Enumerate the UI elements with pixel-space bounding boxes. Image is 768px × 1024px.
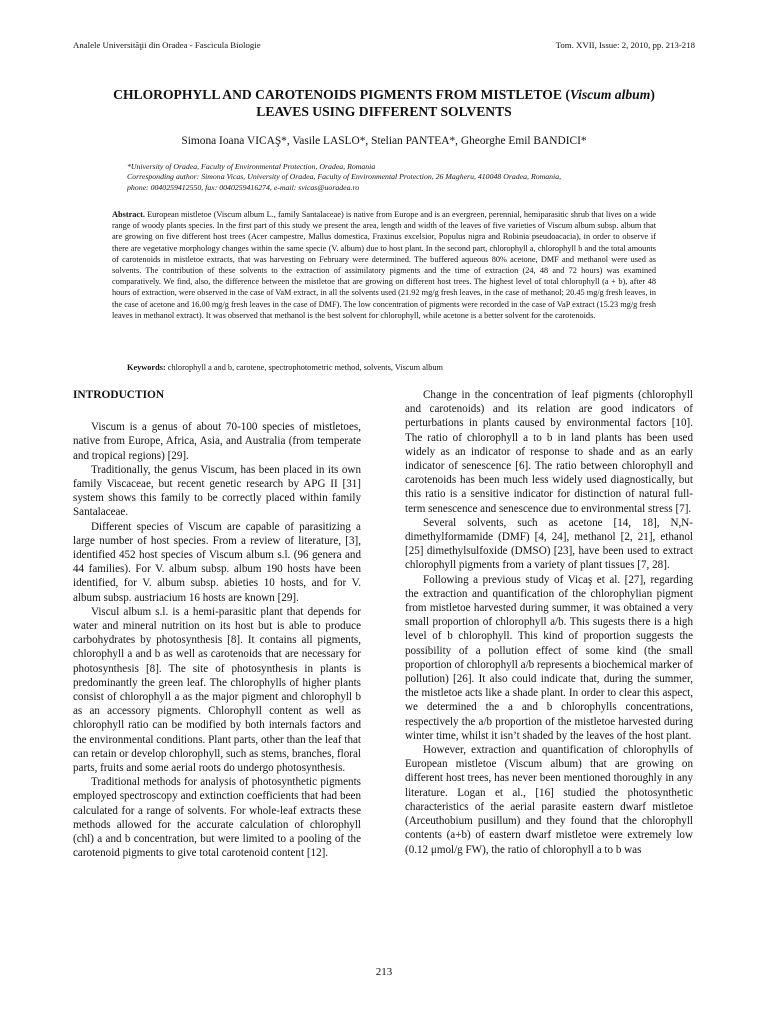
paragraph: Viscul album s.l. is a hemi-parasitic plant that depends for water and mineral nutrition on its host but is able to produce carbohydrates by photosynthesis [8]. It contains all pigments, chlorophyll a and b as well as carotenoids that are necessary for photosynthesis [8]. The site of photosynthesis in plants is predominantly the green leaf. The chlorophylls of higher plants consist of chlorophyll a as the major pigment and chlorophyll b as an accessory pigments. Chlorophyll content as well as chlorophyll ratio can be modified by both internals factors and the environmental conditions. Plant parts, other than the leaf that can retain or develop chlorophyll, such as stems, branches, floral parts, fruits and some aerial roots do undergo photosynthesis. [73,605,361,775]
title-line1-end: ) [650,87,655,102]
affiliations [127,162,708,193]
page-number: 213 [375,966,393,978]
paragraph: Following a previous study of Vicaş et al. [27], regarding the extraction and quantification of the chlorophylian pigment from mistletoe harvested during summer, it was obtained a very small proportion of chlorophyll a/b. This sugests there is a high level of b chlorophyll. This kind of proportion suggests the possibility of a pollution effect of some kind (the small proportion of chlorophyll a/b represents a biochemical marker of pollution) [26]. It also could indicate that, during the summer, the mistletoe acts like a shade plant. In order to clear this aspect, we determined the a and b chlorophylls concentrations, respectively the a/b proportion of the mistletoe harvested during winter time, whilst it isn’t shaded by the leaves of the host plant. [405,573,693,742]
paragraph: However, extraction and quantification of chlorophylls of European mistletoe (Viscum album) that are growing on different host trees, has never been mentioned thoroughly in any literature. Logan et al., [16] studied the photosynthetic characteristics of the aerial parasite eastern dwarf mistletoe (Arceuthobium pusillum) and they found that the chlorophyll contents (a+b) of eastern dwarf mistletoe were extremely low (0.12 μmol/g FW), the ratio of chlorophyll a to b was [405,744,693,856]
paragraph: Viscum is a genus of about 70-100 species of mistletoes, native from Europe, Africa, Asia, and Australia (from temperate and tropical regions) [29]. [73,421,361,462]
author-list: Simona Ioana VICAŞ*, Vasile LASLO*, Stelian PANTEA*, Gheorghe Emil BANDICI* [181,135,587,147]
title-species: Viscum album [569,87,651,102]
paragraph: Change in the concentration of leaf pigments (chlorophyll and carotenoids) and its relation are good indicators of perturbations in plants caused by environmental factors [10]. The ratio of chlorophyll a to b in land plants has been used widely as an indicator of response to shade and as an early indicator of senescence [6]. The ratio between chlorophyll and carotenoids has been much less widely used diagnostically, but this ratio is a sensitive indicator for distinction of natural full-term senescence and senescence due to environmental stress [7]. [405,389,693,515]
keywords-label: Keywords: [127,363,166,372]
keywords-text: chlorophyll a and b, carotene, spectrophotometric method, solvents, Viscum album [167,363,443,372]
paragraph: Traditional methods for analysis of photosynthetic pigments employed spectroscopy and extinction coefficients that had been calculated for a range of solvents. For whole-leaf extracts these methods allowed for the accurate calculation of chlorophyll (chl) a and b concentration, but were limited to a pooling of the carotenoid pigments to give total carotenoid content [12]. [73,776,361,860]
right-column [405,388,693,857]
running-header [73,40,695,54]
paragraph: Several solvents, such as acetone [14, 18], N,N-dimethylformamide (DMF) [4, 24], methanol [2, 21], ethanol [25] dimethylsulfoxide (DMSO) [23], have been used to extract chlorophyll pigments from a variety of plant tissues [7, 28]. [405,516,693,572]
affiliation-line: *University of Oradea, Faculty of Environmental Protection, Oradea, Romania [127,162,376,171]
contact-info: phone: 0040259412550, fax: 0040259416274, e-mail: svicas@uoradea.ro [127,182,360,192]
issue-info: Tom. XVII, Issue: 2, 2010, pp. 213-218 [555,40,695,50]
abstract [112,209,656,321]
paragraph: Traditionally, the genus Viscum, has been placed in its own family Viscaceae, but recent genetic research by APG II [31] system shows this family to be correctly placed within family Santalaceae. [73,463,361,519]
keywords [127,363,656,372]
section-heading-introduction: INTRODUCTION [73,389,165,401]
paragraph: Different species of Viscum are capable of parasitizing a large number of host species. From a review of literature, [3], identified 452 host species of Viscum album s.l. (96 genera and 44 families). For V. album subsp. album 190 hosts have been identified, for V. album subsp. abieties 10 hosts, and for V. album subsp. austriacium 16 hosts are known [29]. [73,520,361,604]
paper-title [60,86,708,120]
corresponding-author: Corresponding author: Simona Vicas, University of Oradea, Faculty of Environmental Protection, 26 Magheru, 410048 Oradea, Romania, [127,172,562,182]
abstract-label: Abstract. [112,210,145,219]
abstract-text: European mistletoe (Viscum album L., family Santalaceae) is native from Europe and is an evergreen, perennial, hemiparasitic shrub that lives on a wide range of woody plants species. In the first part of this study we present the area, length and width of the leaves of five varieties of Viscum album subsp. album that are growing on five different host trees (Acer campestre, Mallus domestica, Fraxinus excelsior, Populus nigra and Robinia pseudoacacia), in order to observe if there are vegetative morphology changes within the same specie (V. album) due to host plant. In the second part, chlorophyll a, chlorophyll b and the total amounts of carotenoids in mistletoe extracts, that was harvesting on February were determined. The buffered aqueous 80% acetone, DMF and methanol were used as solvents. The contribution of these solvents to the extraction of assimilatory pigments and the time of extraction (24, 48 and 72 hours) was examined comparatively. We find, also, the difference between the mistletoe that are growing on different host trees. The highest level of total chlorophyll (a + b), after 48 hours of extraction, were observed in the case of VaM extract, in all the solvents used (21.92 mg/g fresh leaves, in the case of methanol; 20.45 mg/g fresh leaves, in the case of acetone and 16.00 mg/g fresh leaves in the case of DMF). The low concentration of pigments were recorded in the case of VaP extract (15.23 mg/g fresh leaves in methanol extract). It was observed that methanol is the best solvent for chlorophyll, while acetone is a better solvent for the carotenoids. [112,210,657,320]
journal-name: Analele Universităţii din Oradea - Fascicula Biologie [73,40,261,50]
title-line1: CHLOROPHYLL AND CAROTENOIDS PIGMENTS FROM MISTLETOE ( [113,87,570,102]
title-line2: LEAVES USING DIFFERENT SOLVENTS [256,104,512,119]
left-column [73,388,361,861]
